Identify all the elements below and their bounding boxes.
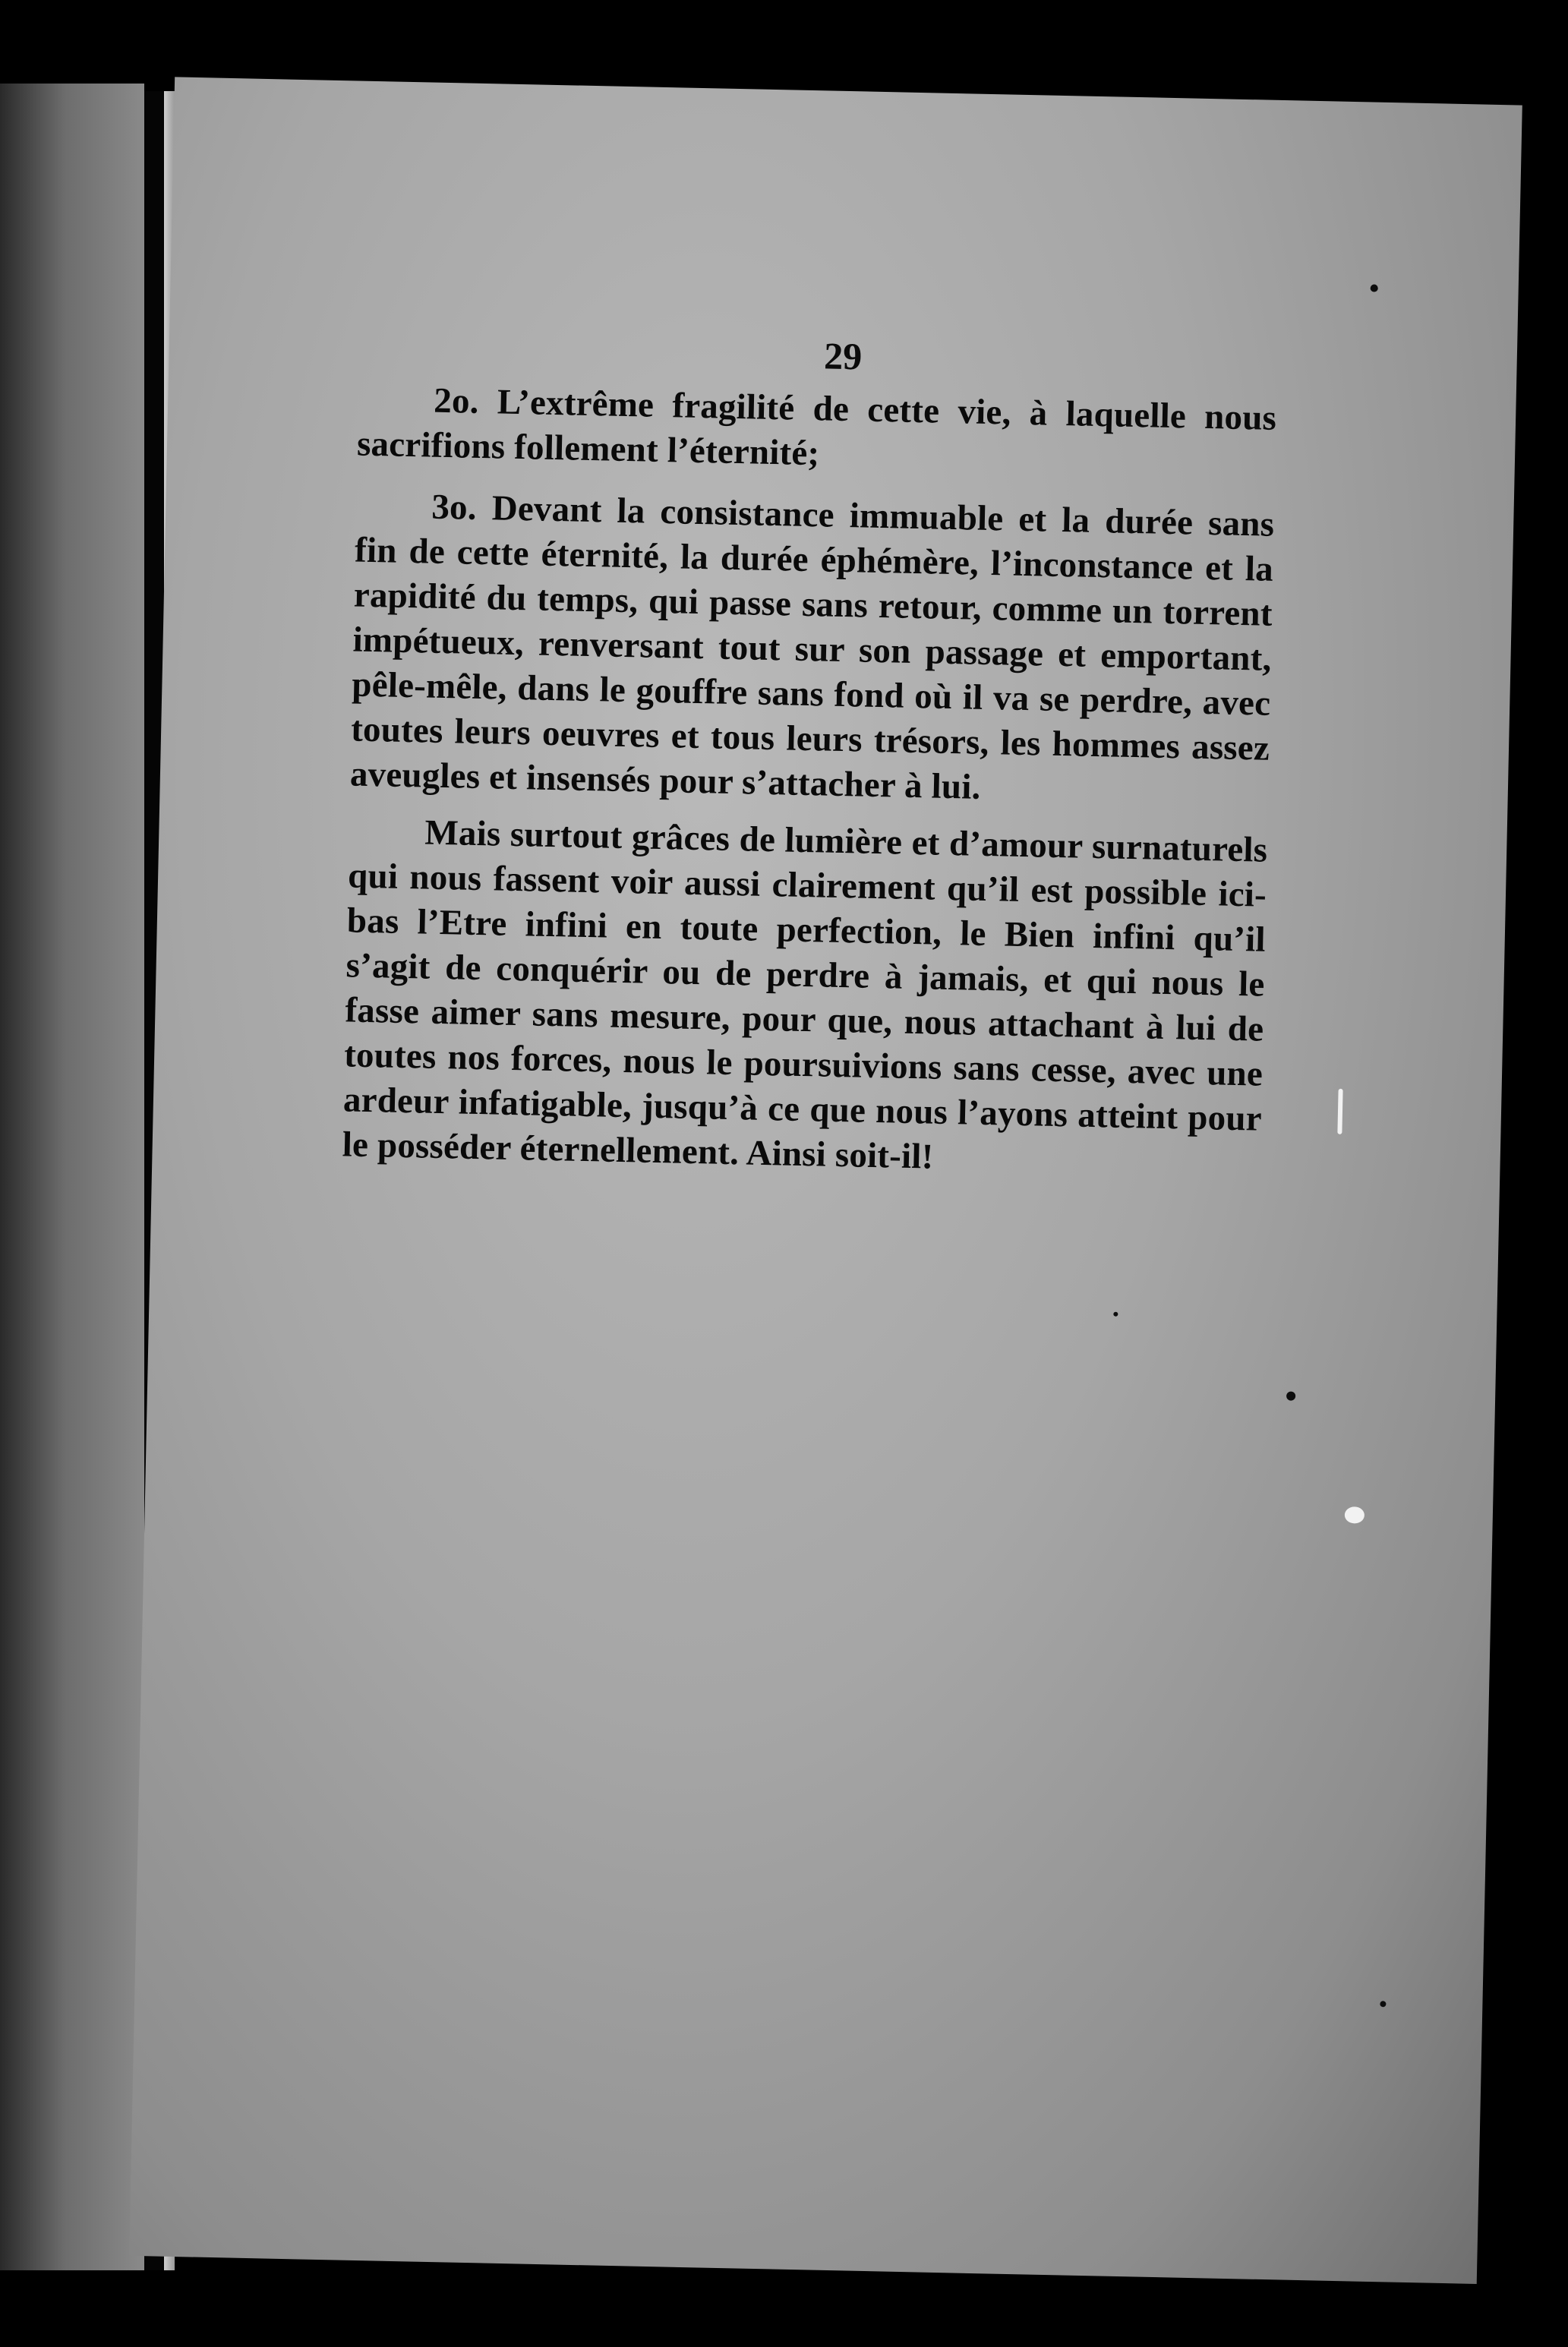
facing-page-edge: [0, 84, 144, 2270]
ink-speck: [1286, 1391, 1295, 1400]
paragraph-prayer: Mais surtout grâces de lumière et d’amour surnaturels qui nous fassent voir aussi clairement qu’il est possible ici-bas l’Etre infini en toute perfection, le Bien infini qu’il s’agit de conquérir ou de perdre à jamais, et qui nous le fasse aimer sans mesure, pour que, nous attachant à lui de toutes nos forces, nous le poursuivions sans cesse, avec une ardeur infatigable, jusqu’à ce que nous l’ayons atteint pour le posséder éternellement. Ainsi soit-il!: [342, 812, 1268, 1177]
book-page: [129, 77, 1522, 2284]
ink-speck: [1113, 1312, 1118, 1317]
paper-blemish: [1337, 1089, 1342, 1134]
ink-speck: [1380, 2001, 1386, 2007]
paper-blemish: [1345, 1506, 1365, 1524]
paragraph-2o: 2o. L’extrême fragilité de cette vie, à laquelle nous sacrifions follement l’éternité;: [356, 380, 1277, 474]
ink-speck: [1371, 284, 1378, 292]
paragraph-3o: 3o. Devant la consistance immuable et la durée sans fin de cette éternité, la durée éphémère, l’inconstance et la rapidité du temps, qui passe sans retour, comme un torrent impétueux, renversant tout sur son passage et emportant, pêle-mêle, dans le gouffre sans fond où il va se perdre, avec toutes leurs oeuvres et tous leurs trésors, les hommes assez aveugles et insensés pour s’attacher à lui.: [349, 487, 1275, 807]
page-number: 29: [823, 334, 863, 378]
page-body-text: [342, 377, 1277, 1199]
